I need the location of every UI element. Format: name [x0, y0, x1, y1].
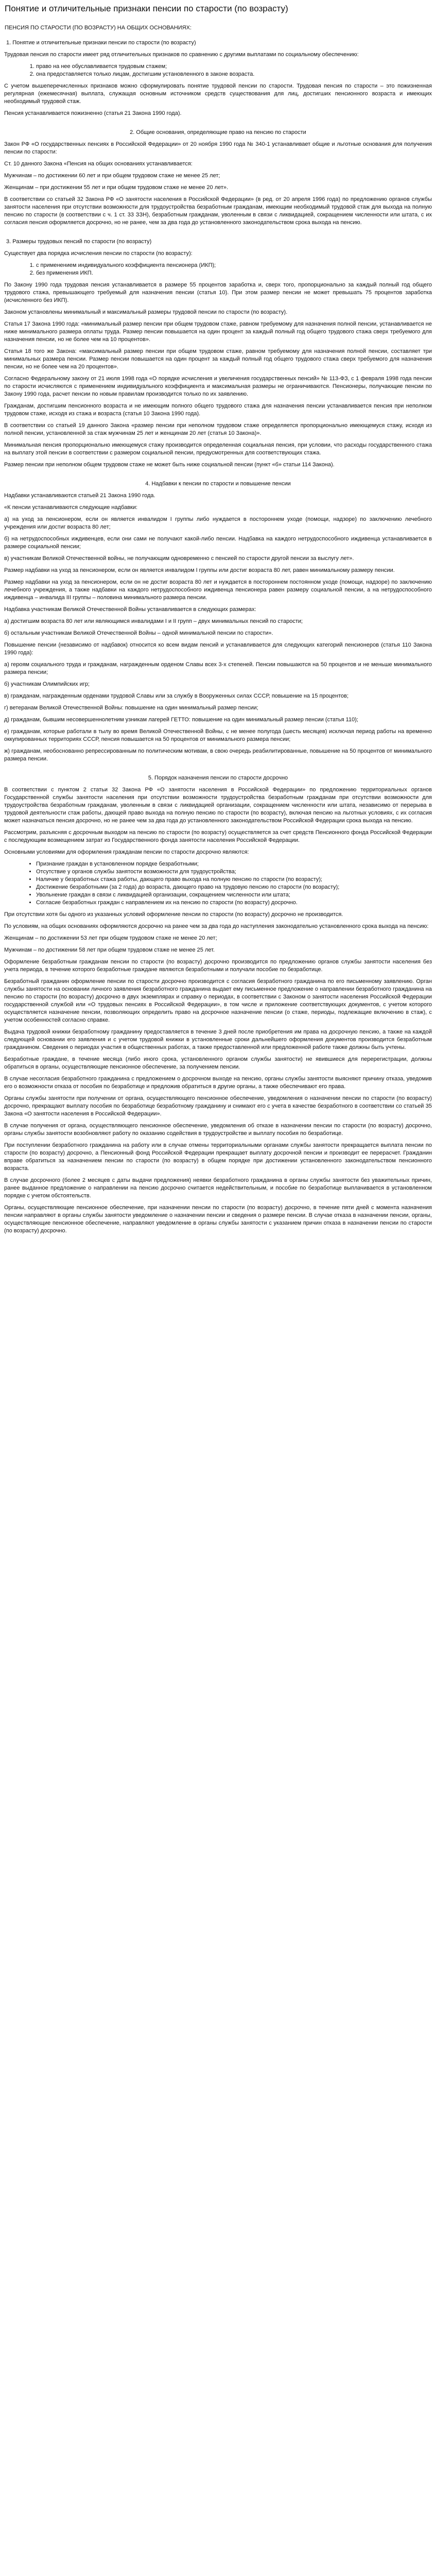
paragraph: С учетом вышеперечисленных признаков можно сформулировать понятие трудовой пенсии по старости. Трудовая пенсия по старости – это пожизненная регулярная (ежемесячная) выплата, служащая основным источником средств существования для лиц, достигших пенсионного возраста и имеющих необходимый трудовой стаж. — [4, 83, 432, 105]
list-item: 2. она предоставляется только лицам, достигшим установленного в законе возраста. — [36, 71, 432, 78]
list-item: • Согласие безработных граждан с направлением их на пенсию по старости (по возрасту) досрочно. — [36, 899, 432, 907]
paragraph: В соответствии со статьей 19 данного Закона «размер пенсии при неполном трудовом стаже определяется пропорционально имеющемуся стажу, исходя из полной пенсии, установленной за стаж мужчинам 25 лет и женщинам 20 лет (статья 10 Закона)». — [4, 422, 432, 436]
paragraph: По Закону 1990 года трудовая пенсия устанавливается в размере 55 процентов заработка и, сверх того, пропорционально за каждый полный год общего трудового стажа, превышающего требуемый для назначения пенсии (статья 10). При этом размер пенсии не может превышать 75 процентов заработка (исчисленного без ИКП). — [4, 282, 432, 303]
paragraph: д) гражданам, бывшим несовершеннолетним узникам лагерей ГЕТТО: повышение на один минимальный размер пенсии (статья 110); — [4, 717, 358, 723]
paragraph: Статья 18 того же Закона: «максимальный размер пенсии при общем трудовом стаже, равном требуемому для назначения полной пенсии, составляет три минимальных размера пенсии. Размер пенсии повышается на один процент за каждый полный год общего трудового стажа сверх требуемого для назначения пенсии, но не более чем на 20 процентов». — [4, 348, 432, 370]
paragraph: Женщинам – при достижении 55 лет и при общем трудовом стаже не менее 20 лет». — [4, 184, 229, 191]
paragraph: По условиям, на общих основаниях оформляются досрочно на ранее чем за два года до наступления законодательно установленного срока выхода на пенсию: — [4, 923, 429, 929]
paragraph: Размер надбавки на уход за пенсионером, если он является инвалидом I группы или достиг возраста 80 лет, равен минимальному размеру пенсии. — [4, 567, 395, 573]
paragraph: Оформление безработным гражданам пенсии по старости (по возрасту) досрочно производится по предложению органов службы занятости населения без учета периода, в течение которого безработные граждане являются безработными и получали пособие по безработице. — [4, 959, 432, 973]
paragraph: а) героям социального труда и гражданам, награжденным орденом Славы всех 3-х степеней. Пенсии повышаются на 50 процентов и не меньше минимального размера пенсии; — [4, 662, 432, 675]
paragraph: В случае получения от органа, осуществляющего пенсионное обеспечение, уведомления об отказе в назначении пенсии по старости (по возрасту) досрочно, органы службы занятости возобновляют работу по оказанию содействия в трудоустройстве и выплату пособия по безработице. — [4, 1123, 432, 1137]
paragraph: а) достигшим возраста 80 лет или являющимся инвалидами I и II групп – двух минимальных пенсий по старости; — [4, 618, 303, 624]
list-item: • Наличие у безработных стажа работы, дающего право выхода на полную пенсию по старости (по возрасту); — [36, 876, 432, 884]
paragraph: Женщинам – по достижении 53 лет при общем трудовом стаже не менее 20 лет; — [4, 935, 217, 941]
paragraph: При отсутствии хотя бы одного из указанных условий оформление пенсии по старости (по возрасту) досрочно не производится. — [4, 911, 343, 918]
document-subtitle: ПЕНСИЯ ПО СТАРОСТИ (ПО ВОЗРАСТУ) НА ОБЩИХ ОСНОВАНИЯХ: — [5, 25, 192, 31]
paragraph: Размер надбавки на уход за пенсионером, если он не достиг возраста 80 лет и нуждается в постороннем постоянном уходе (помощи, надзоре) по заключению лечебного учреждения, а также надбавки на каждого нетрудоспособного иждивенца пенсионера равен размеру социальной пенсии, а на нетрудоспособного иждивенца – инвалида III группы – половина минимального размера пенсии. — [4, 579, 432, 601]
section-heading: 4. Надбавки к пенсии по старости и повышение пенсии — [145, 481, 291, 487]
paragraph: в) гражданам, награжденным орденами трудовой Славы или за службу в Вооруженных силах СССР, повышение на 15 процентов; — [4, 693, 349, 699]
paragraph: е) гражданам, которые работали в тылу во время Великой Отечественной Войны, с не менее полугода (шесть месяцев) исключая период работы на временно оккупированных территориях СССР, пенсия повышается на 50 процентов от минимального размера пенсии; — [4, 728, 432, 742]
section-1 — [4, 39, 432, 117]
paragraph: Законом установлены минимальный и максимальный размеры трудовой пенсии по старости (по возрасту). — [4, 309, 288, 315]
paragraph: «К пенсии устанавливаются следующие надбавки: — [4, 504, 138, 511]
paragraph: В соответствии с пунктом 2 статьи 32 Закона РФ «О занятости населения в Российской Федерации» по предложению территориальных органов Государственной службы занятости населения при отсутствии возможности трудоустройства безработным гражданам при отсутствии возможности для трудоустройства безработным гражданам, уволенным в связи с ликвидацией организации, сокращением численности или штата, независимо от перерыва в трудовой деятельности стаж работы, дающей право выхода на полную пенсию по старости (по возрасту), включая пенсию на льготных условиях, с их согласия может назначаться пенсия досрочно, но не ранее чем за два года до установленного законодательством Российской Федерации срока выхода на пенсию. — [4, 787, 432, 824]
section-heading: 3. Размеры трудовых пенсий по старости (по возрасту) — [6, 239, 152, 245]
numbered-list — [4, 262, 432, 277]
list-item: 2. без применения ИКП. — [36, 269, 432, 277]
document-body — [4, 39, 432, 1235]
section-spacer — [4, 231, 432, 238]
section-2 — [4, 129, 432, 227]
paragraph: Закон РФ «О государственных пенсиях в Российской Федерации» от 20 ноября 1990 года № 340-1 устанавливает общие и льготные основания для получения пенсии по старости: — [4, 141, 432, 155]
paragraph: Органы, осуществляющие пенсионное обеспечение, при назначении пенсии по старости (по возрасту) досрочно, в течение пяти дней с момента назначения пенсии направляют в органы службы занятости уведомление о назначении пенсии и сведения о размере пенсии. В случае отказа в назначении пенсии, органы, осуществляющие пенсионное обеспечение, направляют уведомление в органы службы занятости с указанием причин отказа в назначении пенсии по старости (по возрасту) досрочно. — [4, 1205, 432, 1234]
paragraph: Рассмотрим, разъясняя с досрочным выходом на пенсию по старости (по возрасту) осуществляется за счет средств Пенсионного фонда Российской Федерации с последующим возмещением затрат из Государственного фонда занятости населения Российской Федерации. — [4, 829, 432, 843]
paragraph: ж) гражданам, необоснованно репрессированным по политическим мотивам, в свою очередь реабилитированные, повышение на 50 процентов от минимального размера пенсии. — [4, 748, 432, 762]
paragraph: Повышение пенсии (независимо от надбавок) относится ко всем видам пенсий и устанавливается для следующих категорий пенсионеров (статья 110 Закона 1990 года): — [4, 642, 432, 656]
paragraph: Мужчинам – по достижении 58 лет при общем трудовом стаже не менее 25 лет. — [4, 947, 215, 953]
paragraph: Органы службы занятости при получении от органа, осуществляющего пенсионное обеспечение, уведомления о назначении пенсии по старости (по возрасту) досрочно, прекращают выплату пособия по безработице безработному гражданину и снимают его с учета в качестве безработного в соответствии со статьей 35 Закона «О занятости населения в Российской Федерации». — [4, 1095, 432, 1117]
bullet-list — [4, 860, 432, 907]
paragraph: При поступлении безработного гражданина на работу или в случае отмены территориальными органами службы занятости прекращается выплата пенсии по старости (по возрасту) досрочно, а Пенсионный фонд Российской Федерации прекращает выплату досрочной пенсии и производит ее перерасчет. Гражданин вправе обратиться за назначением пенсии по старости (по возрасту) в общем порядке при достижении установленного законодательством пенсионного возраста. — [4, 1142, 432, 1172]
paragraph: б) остальным участникам Великой Отечественной Войны – одной минимальной пенсии по старости». — [4, 630, 273, 636]
paragraph: б) на нетрудоспособных иждивенцев, если они сами не получают какой-либо пенсии. Надбавка на каждого нетрудоспособного иждивенца устанавливается в размере социальной пенсии; — [4, 536, 432, 550]
section-5 — [4, 774, 432, 1235]
paragraph: В соответствии со статьей 32 Закона РФ «О занятости населения в Российской Федерации» (в ред. от 20 апреля 1996 года) по предложению органов службы занятости населения при отсутствии возможности для трудоустройства безработным гражданам, имеющим необходимый трудовой стаж для выхода на полную пенсию по старости (в соответствии с ч. 1 ст. 33 ЗЗН), безработным гражданам, уволенным в связи с ликвидацией, сокращением численности или штата, с их согласия пенсия оформляется досрочно, но не ранее, чем за два года до установленного законодательством срока выхода на пенсию. — [4, 196, 432, 226]
list-item: 1. с применением индивидуального коэффициента пенсионера (ИКП); — [36, 262, 432, 269]
paragraph: а) на уход за пенсионером, если он является инвалидом I группы либо нуждается в постороннем уходе (помощи, надзоре) по заключению лечебного учреждения или достиг возраста 80 лет; — [4, 516, 432, 530]
document-page — [0, 0, 436, 1247]
paragraph: Надбавки устанавливаются статьей 21 Закона 1990 года. — [4, 493, 155, 499]
paragraph: Безработный гражданин оформление пенсии по старости досрочно производится с согласия безработного гражданина по его письменному заявлению. Орган службы занятости на основании личного заявления безработного гражданина выдает ему письменное предложение о направлении безработного гражданина на пенсию по старости (по возрасту) досрочно в двух экземплярах и справку о периодах, в соответствии с Законом о занятости населения Российской Федерации государственной службой или «О трудовых пенсиях в Российской Федерации», в том числе и приложение соответствующих документов, с учетом которого осуществляется назначение пенсии, позволяющих определить право на досрочное назначение пенсии (о стаже, периоды, подлежащие включению в стаж), с учетом особенностей согласно справке. — [4, 978, 432, 1023]
paragraph: в) участникам Великой Отечественной войны, не получающим одновременно с пенсией по старости другой пенсии за выслугу лет». — [4, 555, 354, 562]
paragraph: Пенсия устанавливается пожизненно (статья 21 Закона 1990 года). — [4, 110, 182, 116]
paragraph: Существует два порядка исчисления пенсии по старости (по возрасту): — [4, 250, 193, 257]
paragraph: Размер пенсии при неполном общем трудовом стаже не может быть ниже социальной пенсии (пункт «б» статьи 114 Закона). — [4, 462, 335, 468]
paragraph: В случае досрочного (более 2 месяцев с даты выдачи предложения) неявки безработного гражданина в органы службы занятости без уважительных причин, ранее выданное предложение о направлении на пенсию досрочно считается недействительным, и пособие по безработице выплачивается в установленном порядке с учетом обстоятельств. — [4, 1177, 432, 1199]
paragraph: Минимальная пенсия пропорционально имеющемуся стажу производится определенная социальная пенсия, при условии, что расходы государственного стажа на выплату этой пенсии в соответствии с размером социальной пенсии, предусмотренных для соответствующих стажа. — [4, 442, 432, 456]
section-heading: 2. Общие основания, определяющие право на пенсию по старости — [130, 129, 306, 135]
list-item: • Признание граждан в установленном порядке безработными; — [36, 860, 432, 868]
section-heading: 1. Понятие и отличительные признаки пенсии по старости (по возрасту) — [6, 40, 196, 46]
section-spacer — [4, 473, 432, 480]
paragraph: Трудовая пенсия по старости имеет ряд отличительных признаков по сравнению с другими выплатами по социальному обеспечению: — [4, 52, 359, 58]
paragraph: Основными условиями для оформления гражданам пенсии по старости досрочно являются: — [4, 849, 249, 855]
paragraph: Ст. 10 данного Закона «Пенсия на общих основаниях устанавливается: — [4, 161, 193, 167]
section-heading: 5. Порядок назначения пенсии по старости досрочно — [148, 775, 288, 781]
paragraph: Гражданам, достигшим пенсионного возраста и не имеющим полного общего трудового стажа для назначения пенсии устанавливается пенсия при неполном трудовом стаже, исходя из стажа и возраста (статья 10 Закона 1990 года). — [4, 403, 432, 417]
document-title: Понятие и отличительные признаки пенсии по старости (по возрасту) — [5, 4, 288, 13]
paragraph: Статья 17 Закона 1990 года: «минимальный размер пенсии при общем трудовом стаже, равном требуемому для назначения полной пенсии, устанавливается не ниже минимального размера оплаты труда. Размер пенсии повышается на один процент за каждый полный год общего трудового стажа сверх требуемого для назначения пенсии, но не более чем на 10 процентов». — [4, 321, 432, 343]
section-spacer — [4, 122, 432, 129]
list-item: • Увольнение граждан в связи с ликвидацией организации, сокращением численности или штата; — [36, 891, 432, 899]
paragraph: Безработные граждане, в течение месяца (либо иного срока, установленного органом службы занятости) не явившиеся для перерегистрации, должны обратиться в органы, осуществляющие пенсионное обеспечение, за получением пенсии. — [4, 1056, 432, 1070]
paragraph: Надбавка участникам Великой Отечественной Войны устанавливается в следующих размерах: — [4, 606, 256, 613]
list-item: • Отсутствие у органов службы занятости возможности для трудоустройства; — [36, 868, 432, 876]
paragraph: В случае несогласия безработного гражданина с предложением о досрочном выходе на пенсию, органы службы занятости выясняют причину отказа, уведомив его о возможности отказа от пособия по безработице и предложив обратиться в другие органы, а также обеспечивают его права. — [4, 1076, 432, 1090]
list-item: • Достижение безработными (за 2 года) до возраста, дающего право на трудовую пенсию по старости (по возрасту); — [36, 884, 432, 891]
section-4 — [4, 480, 432, 763]
section-spacer — [4, 767, 432, 774]
paragraph: Согласно Федеральному закону от 21 июля 1998 года «О порядке исчисления и увеличения государственных пенсий» № 113-ФЗ, с 1 февраля 1998 года пенсии по старости исчисляются с применением индивидуального коэффициента и максимальная размеры не ограничиваются. Пенсионеры, получающие пенсии по Закону 1990 года, расчет пенсии по новым правилам производится только по их заявлению. — [4, 376, 432, 397]
numbered-list — [4, 63, 432, 78]
paragraph: Выдача трудовой книжки безработному гражданину предоставляется в течение 3 дней после приобретения им права на досрочную пенсию, а также на каждой следующей основании его заявления и с учетом трудовой книжки в установленные сроки дальнейшего оформления документов производится безработным гражданином. Сведения о периодах участия в общественных работах, а также предоставленной или предложенной работе также должны быть учтены. — [4, 1029, 432, 1050]
section-3 — [4, 238, 432, 469]
paragraph: Мужчинам – по достижении 60 лет и при общем трудовом стаже не менее 25 лет; — [4, 173, 220, 179]
paragraph: г) ветеранам Великой Отечественной Войны: повышение на один минимальный размер пенсии; — [4, 705, 258, 711]
paragraph: б) участникам Олимпийских игр; — [4, 681, 90, 687]
list-item: 1. право на нее обуславливается трудовым стажем; — [36, 63, 432, 71]
